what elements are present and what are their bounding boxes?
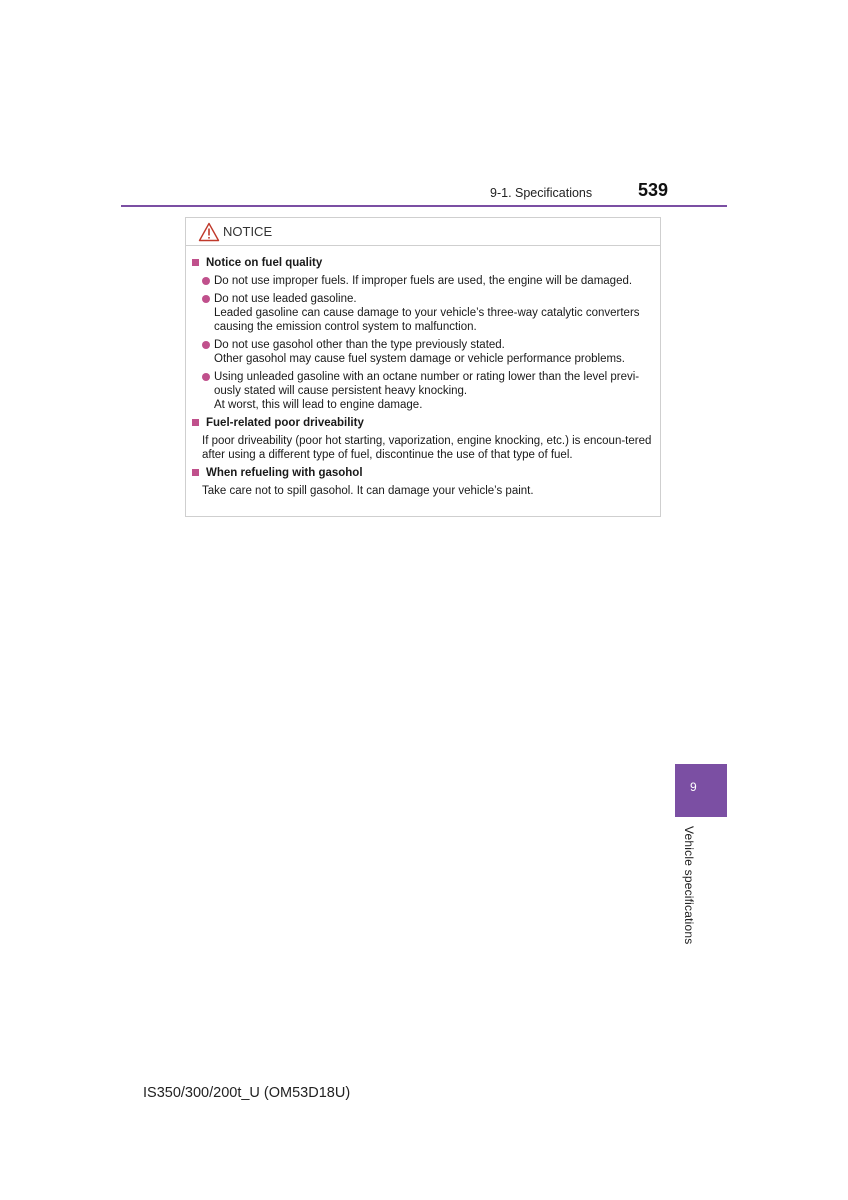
section-heading: When refueling with gasohol [190,466,660,480]
notice-header [186,218,660,246]
round-bullet-icon [202,277,210,285]
list-item: Do not use improper fuels. If improper fuels are used, the engine will be damaged. [186,274,660,288]
square-bullet-icon [192,419,199,426]
list-item: Do not use gasohol other than the type previously stated. Other gasohol may cause fuel system damage or vehicle performance problems. [186,338,660,366]
notice-body [186,256,660,502]
section-heading: Fuel-related poor driveability [190,416,660,430]
square-bullet-icon [192,259,199,266]
round-bullet-icon [202,341,210,349]
section-text: If poor driveability (poor hot starting, vaporization, engine knocking, etc.) is encoun-tered after using a different type of fuel, discontinue the use of that type of fuel. [202,435,652,461]
square-bullet-icon [192,469,199,476]
warning-triangle-icon [198,222,220,242]
header-rule [121,205,727,207]
header-section-title: 9-1. Specifications [490,186,593,200]
chapter-number: 9 [690,780,697,794]
section-text: Take care not to spill gasohol. It can damage your vehicle’s paint. [202,485,534,497]
round-bullet-icon [202,295,210,303]
notice-title: NOTICE [223,224,273,239]
chapter-tab [675,764,727,817]
page-number: 539 [638,180,669,200]
footer-model-code: IS350/300/200t_U (OM53D18U) [143,1085,351,1101]
round-bullet-icon [202,373,210,381]
list-item: Using unleaded gasoline with an octane number or rating lower than the level previ-ously stated will cause persistent heavy knocking. At worst, this will lead to engine damage. [186,370,660,412]
notice-box [185,217,661,517]
list-item: Do not use leaded gasoline. Leaded gasoline can cause damage to your vehicle’s three-way catalytic converters causing the emission control system to malfunction. [186,292,660,334]
section-heading: Notice on fuel quality [190,256,660,270]
chapter-label: Vehicle specifications [682,826,696,945]
